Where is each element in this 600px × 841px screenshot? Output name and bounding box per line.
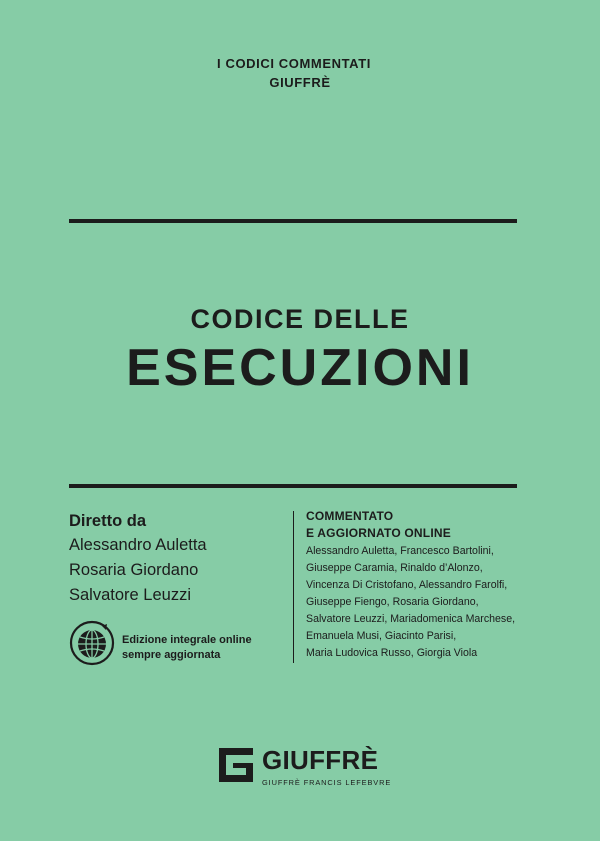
publisher-name: GIUFFRÈ [262,745,379,775]
editor-name: Rosaria Giordano [69,561,199,579]
editor-name: Salvatore Leuzzi [69,586,191,604]
giuffre-logo-mark-icon [219,748,253,782]
authors-line: Salvatore Leuzzi, Mariadomenica Marchese, [306,613,516,625]
authors-line: Giuseppe Fiengo, Rosaria Giordano, [306,596,479,608]
online-edition-badge [69,620,299,670]
middle-divider [69,484,517,488]
editors-block [69,510,279,607]
top-divider [69,219,517,223]
publisher-logo [219,745,392,790]
authors-line: Emanuela Musi, Giacinto Parisi, [306,630,457,642]
editor-name: Alessandro Auletta [69,536,207,554]
series-publisher: GIUFFRÈ [269,75,331,90]
title-line-1: CODICE DELLE [190,304,410,334]
online-edition-text [122,633,252,663]
title-line-2: ESECUZIONI [126,339,474,397]
authors-line: Maria Ludovica Russo, Giorgia Viola [306,647,478,659]
authors-list [306,543,546,662]
commentary-heading-1: COMMENTATO [306,509,394,523]
commentary-heading-2: E AGGIORNATO ONLINE [306,526,451,540]
directed-by-label: Diretto da [69,512,147,530]
series-name: I CODICI COMMENTATI [217,56,371,71]
authors-line: Alessandro Auletta, Francesco Bartolini, [306,545,494,557]
commentary-block [306,508,546,662]
authors-line: Vincenza Di Cristofano, Alessandro Farolfi, [306,579,508,591]
online-edition-line-1: Edizione integrale online [122,634,252,646]
authors-line: Giuseppe Caramia, Rinaldo d’Alonzo, [306,562,483,574]
series-header [0,54,600,92]
online-edition-line-2: sempre aggiornata [122,649,221,661]
publisher-subtitle: GIUFFRÈ FRANCIS LEFEBVRE [262,778,392,787]
globe-refresh-icon [69,620,115,666]
